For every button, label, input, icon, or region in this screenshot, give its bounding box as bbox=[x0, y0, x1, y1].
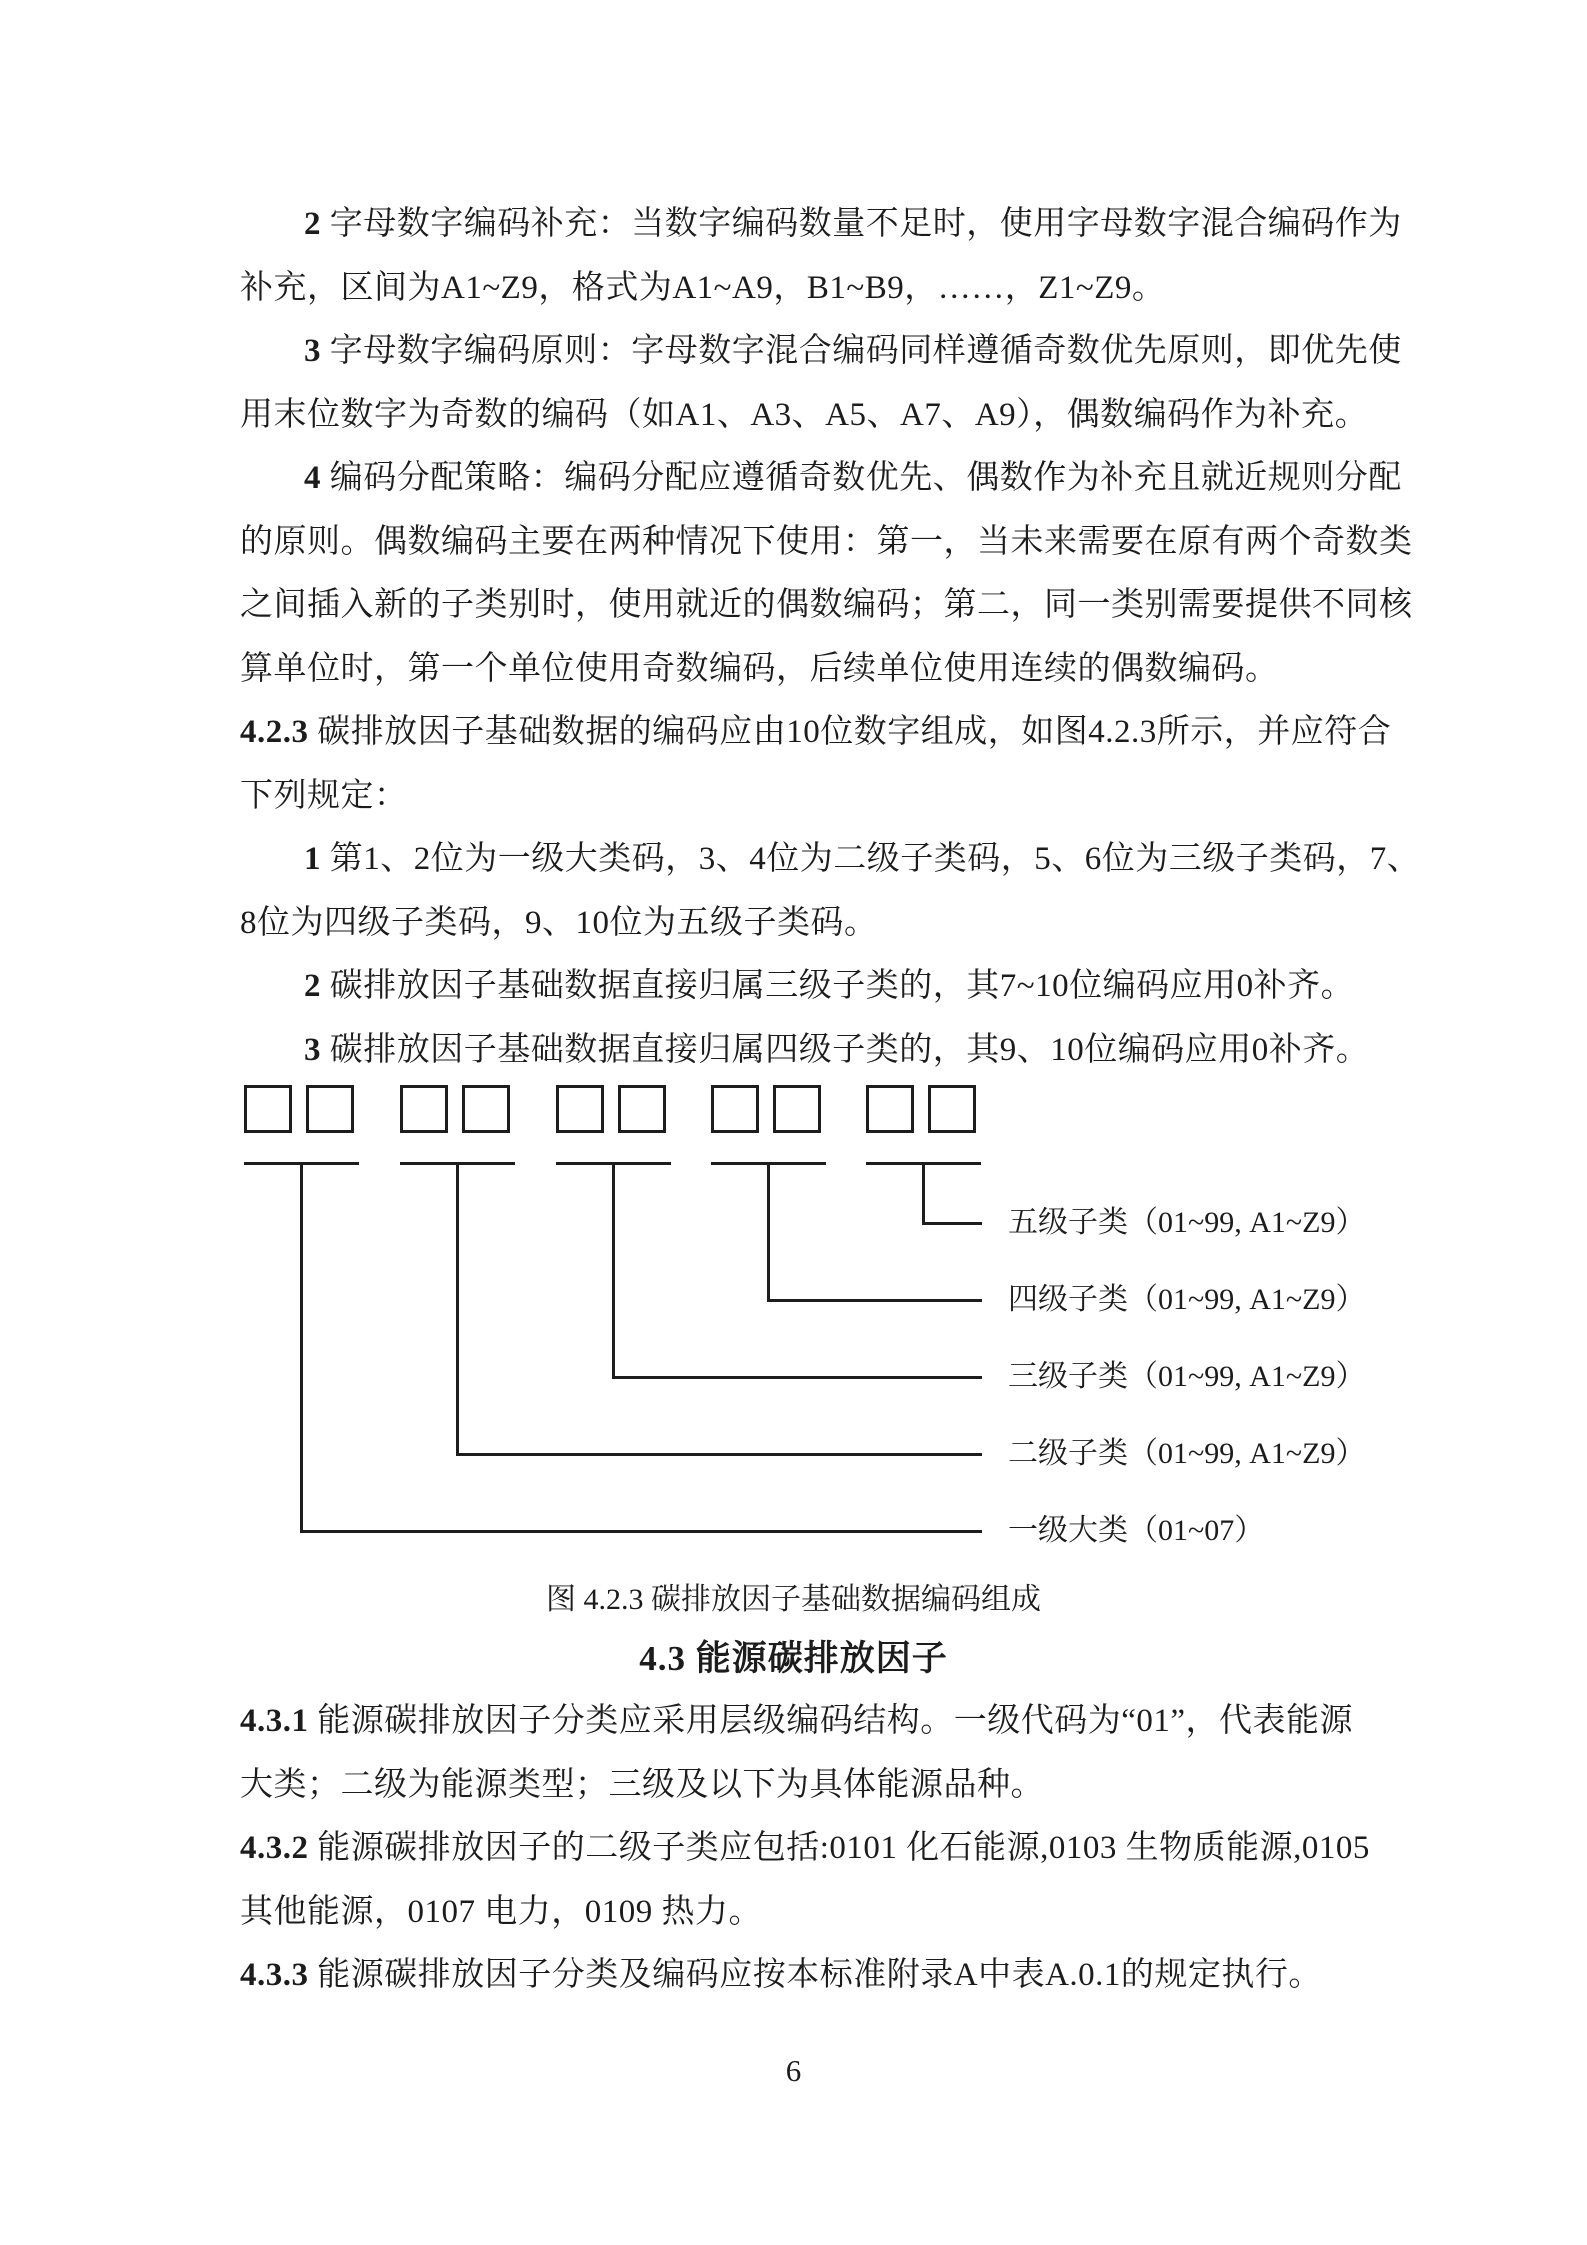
body-line bbox=[240, 1754, 1440, 1818]
body-line-text: 碳排放因子基础数据的编码应由10位数字组成，如图4.2.3所示，并应符合 bbox=[308, 714, 1392, 750]
connector-vertical bbox=[300, 1162, 303, 1533]
body-line-text: 算单位时，第一个单位使用奇数编码，后续单位使用连续的偶数编码。 bbox=[240, 650, 1279, 687]
body-line-text: 能源碳排放因子分类及编码应按本标准附录A中表A.0.1的规定执行。 bbox=[308, 1957, 1322, 1993]
digit-box bbox=[306, 1085, 354, 1133]
level-label: 一级大类（01~07） bbox=[1008, 1514, 1265, 1547]
bracket-bar bbox=[244, 1162, 359, 1165]
item-number: 1 bbox=[304, 841, 321, 877]
digit-box bbox=[711, 1085, 759, 1133]
body-line bbox=[240, 447, 1440, 511]
digit-box bbox=[556, 1085, 604, 1133]
digit-box bbox=[618, 1085, 666, 1133]
item-number: 2 bbox=[304, 206, 321, 242]
clause-number: 4.3.1 bbox=[240, 1703, 309, 1739]
item-number: 3 bbox=[304, 333, 321, 369]
connector-vertical bbox=[612, 1162, 615, 1379]
body-line bbox=[240, 1817, 1440, 1881]
item-number: 3 bbox=[304, 1031, 321, 1068]
body-line bbox=[240, 638, 1440, 702]
bracket-bar bbox=[556, 1162, 671, 1165]
bracket-bar bbox=[866, 1162, 981, 1165]
item-number: 2 bbox=[304, 968, 321, 1004]
bracket-bar bbox=[400, 1162, 515, 1165]
body-line bbox=[240, 828, 1440, 892]
body-line-text: 第1、2位为一级大类码，3、4位为二级子类码，5、6位为三级子类码，7、 bbox=[321, 841, 1421, 877]
figure-caption: 图 4.2.3 碳排放因子基础数据编码组成 bbox=[546, 1583, 1041, 1616]
body-line-text: 能源碳排放因子分类应采用层级编码结构。一级代码为“01”，代表能源 bbox=[308, 1703, 1354, 1739]
body-line bbox=[240, 193, 1440, 257]
digit-box bbox=[928, 1085, 976, 1133]
body-line bbox=[240, 574, 1440, 638]
level-label: 四级子类（01~99, A1~Z9） bbox=[1008, 1283, 1366, 1316]
digit-box bbox=[866, 1085, 914, 1133]
body-line-text: 字母数字编码补充：当数字编码数量不足时，使用字母数字混合编码作为 bbox=[321, 206, 1402, 242]
body-text-top bbox=[240, 193, 1440, 1082]
body-line-text: 其他能源，0107 电力，0109 热力。 bbox=[240, 1893, 762, 1930]
level-label: 五级子类（01~99, A1~Z9） bbox=[1008, 1206, 1366, 1239]
level-label: 二级子类（01~99, A1~Z9） bbox=[1008, 1437, 1366, 1470]
digit-box bbox=[400, 1085, 448, 1133]
clause-number: 4.2.3 bbox=[240, 714, 309, 750]
body-line bbox=[240, 257, 1440, 321]
body-line-text: 之间插入新的子类别时，使用就近的偶数编码；第二，同一类别需要提供不同核 bbox=[240, 587, 1413, 623]
body-line-text: 补充，区间为A1~Z9，格式为A1~A9，B1~B9，……，Z1~Z9。 bbox=[240, 269, 1166, 306]
connector-horizontal bbox=[612, 1376, 982, 1379]
body-line bbox=[240, 892, 1440, 956]
body-line bbox=[240, 320, 1440, 384]
body-line-text: 大类；二级为能源类型；三级及以下为具体能源品种。 bbox=[240, 1766, 1044, 1803]
connector-horizontal bbox=[767, 1299, 982, 1302]
body-line-text: 编码分配策略：编码分配应遵循奇数优先、偶数作为补充且就近规则分配 bbox=[321, 460, 1402, 496]
body-line-text: 8位为四级子类码，9、10位为五级子类码。 bbox=[240, 904, 878, 941]
body-line bbox=[240, 701, 1440, 765]
body-line bbox=[240, 955, 1440, 1019]
body-line-text: 字母数字编码原则：字母数字混合编码同样遵循奇数优先原则，即优先使 bbox=[321, 333, 1402, 369]
body-line bbox=[240, 511, 1440, 575]
body-line-text: 的原则。偶数编码主要在两种情况下使用：第一，当未来需要在原有两个奇数类 bbox=[240, 523, 1413, 560]
body-line bbox=[240, 384, 1440, 448]
bracket-bar bbox=[711, 1162, 826, 1165]
body-line-text: 碳排放因子基础数据直接归属三级子类的，其7~10位编码应用0补齐。 bbox=[321, 968, 1355, 1004]
body-line-text: 能源碳排放因子的二级子类应包括:0101 化石能源,0103 生物质能源,0105 bbox=[308, 1830, 1370, 1866]
body-line bbox=[240, 1019, 1440, 1083]
digit-box bbox=[244, 1085, 292, 1133]
connector-horizontal bbox=[922, 1222, 982, 1225]
item-number: 4 bbox=[304, 460, 321, 496]
page-number: 6 bbox=[785, 2053, 802, 2088]
body-line bbox=[240, 765, 1440, 829]
connector-horizontal bbox=[456, 1453, 982, 1456]
connector-vertical bbox=[767, 1162, 770, 1302]
body-line bbox=[240, 1881, 1440, 1945]
digit-box bbox=[462, 1085, 510, 1133]
body-line-text: 下列规定： bbox=[240, 777, 408, 814]
connector-vertical bbox=[922, 1162, 925, 1225]
digit-box bbox=[773, 1085, 821, 1133]
section-heading: 4.3 能源碳排放因子 bbox=[639, 1639, 948, 1678]
body-line bbox=[240, 1944, 1440, 2008]
connector-horizontal bbox=[300, 1530, 982, 1533]
connector-vertical bbox=[456, 1162, 459, 1456]
level-label: 三级子类（01~99, A1~Z9） bbox=[1008, 1360, 1366, 1393]
body-line-text: 碳排放因子基础数据直接归属四级子类的，其9、10位编码应用0补齐。 bbox=[321, 1031, 1370, 1068]
body-line bbox=[240, 1690, 1440, 1754]
clause-number: 4.3.2 bbox=[240, 1830, 309, 1866]
body-line-text: 用末位数字为奇数的编码（如A1、A3、A5、A7、A9），偶数编码作为补充。 bbox=[240, 396, 1369, 433]
body-text-bottom bbox=[240, 1690, 1440, 2008]
clause-number: 4.3.3 bbox=[240, 1957, 309, 1993]
